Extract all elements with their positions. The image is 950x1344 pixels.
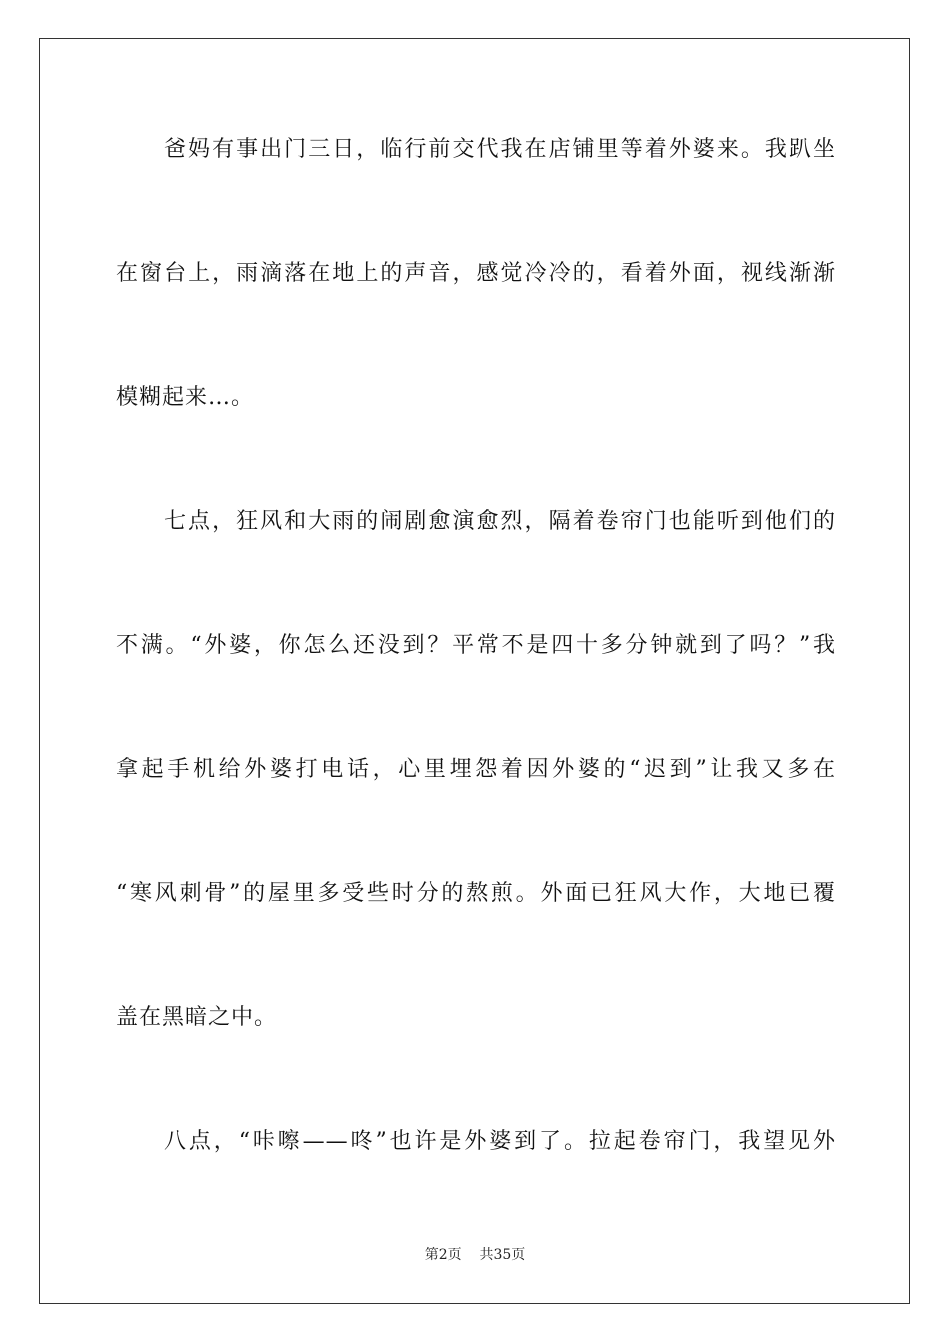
page-frame [39, 38, 910, 1304]
paragraph-line: 爸妈有事出门三日，临行前交代我在店铺里等着外婆来。我趴坐 [164, 137, 836, 162]
paragraph-line: 盖在黑暗之中。 [116, 1005, 278, 1030]
paragraph-line: “寒风刺骨”的屋里多受些时分的熬煎。外面已狂风大作，大地已覆 [116, 881, 836, 906]
paragraph-line: 在窗台上，雨滴落在地上的声音，感觉冷冷的，看着外面，视线渐渐 [116, 261, 836, 286]
paragraph-line: 拿起手机给外婆打电话，心里埋怨着因外婆的“迟到”让我又多在 [116, 757, 836, 782]
page-number: 第2页 [424, 1247, 462, 1263]
paragraph-line: 八点，“咔嚓——咚”也许是外婆到了。拉起卷帘门，我望见外 [164, 1129, 836, 1154]
paragraph-line: 模糊起来…。 [116, 385, 255, 410]
page-footer [0, 1246, 950, 1264]
paragraph-line: 不满。“外婆，你怎么还没到？平常不是四十多分钟就到了吗？”我 [116, 633, 836, 658]
page-total: 共35页 [479, 1247, 526, 1263]
paragraph-line: 七点，狂风和大雨的闹剧愈演愈烈，隔着卷帘门也能听到他们的 [164, 509, 836, 534]
